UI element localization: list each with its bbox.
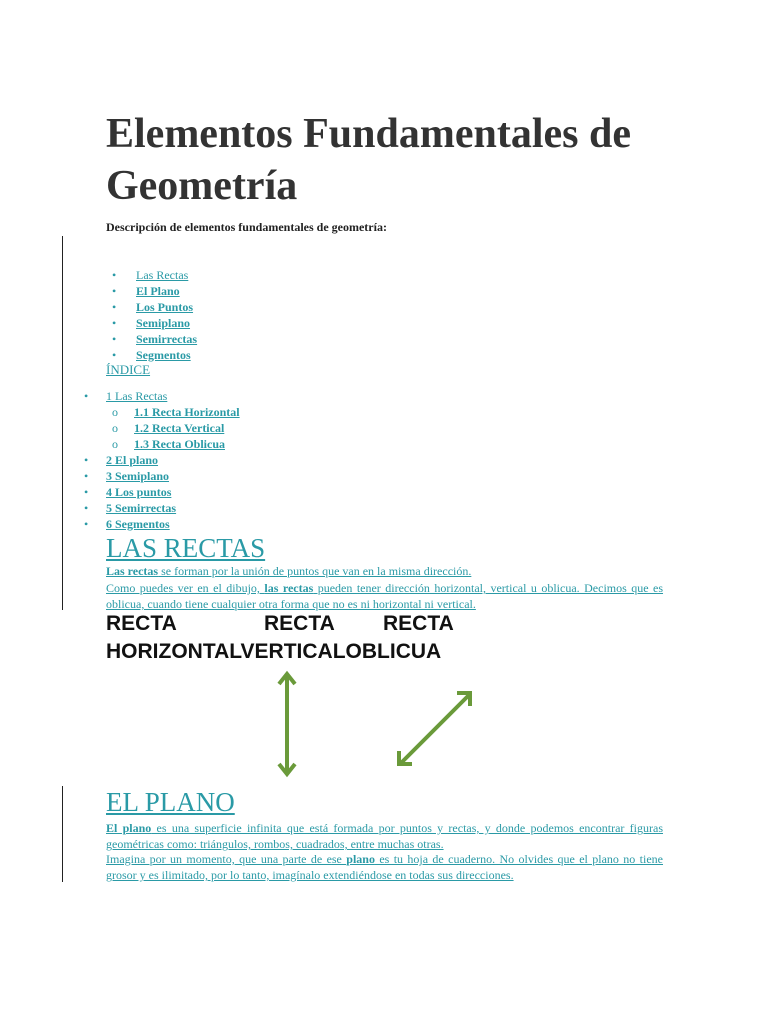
description-text: Descripción de elementos fundamentales de geometría: bbox=[106, 220, 387, 234]
page-title-line1: Elementos Fundamentales de bbox=[106, 111, 631, 157]
bullet: • bbox=[112, 300, 117, 314]
rectas-paragraph-2 bbox=[106, 580, 663, 612]
bullet: o bbox=[112, 437, 118, 451]
toc-link-recta-horizontal[interactable]: 1.1 Recta Horizontal bbox=[134, 405, 240, 419]
bullet: • bbox=[112, 284, 117, 298]
plano-paragraph-1 bbox=[106, 820, 663, 852]
list-item[interactable] bbox=[106, 283, 197, 299]
bullet: • bbox=[84, 485, 89, 499]
index-heading[interactable] bbox=[106, 362, 150, 378]
toc-subitem[interactable] bbox=[84, 420, 240, 436]
rectas-text: Como puedes ver en el dibujo, bbox=[106, 581, 265, 595]
toc-item[interactable] bbox=[84, 516, 240, 532]
toc-link-los-puntos[interactable]: 4 Los puntos bbox=[106, 485, 172, 499]
page-title bbox=[106, 108, 706, 212]
rectas-bold: las rectas bbox=[264, 581, 314, 595]
bullet: • bbox=[84, 453, 89, 467]
link-el-plano[interactable]: El Plano bbox=[136, 284, 180, 298]
list-item[interactable] bbox=[106, 267, 197, 283]
toc-link-las-rectas[interactable]: 1 Las Rectas bbox=[106, 389, 168, 403]
oblique-arrow-icon bbox=[390, 684, 480, 774]
bullet: o bbox=[112, 405, 118, 419]
label-recta-oblicua: RECTA bbox=[383, 612, 454, 635]
table-of-contents bbox=[84, 388, 240, 532]
toc-link-recta-vertical[interactable]: 1.2 Recta Vertical bbox=[134, 421, 225, 435]
label-line-combined: HORIZONTALVERTICALOBLICUA bbox=[106, 640, 442, 663]
rectas-paragraph-1 bbox=[106, 563, 666, 579]
bullet: • bbox=[84, 469, 89, 483]
plano-text: es una superficie infinita que está formada por puntos y rectas, y donde podemos encontrar figuras geométricas como: triángulos, rombos, cuadrados, entre muchas otras. bbox=[106, 821, 663, 851]
plano-bold: El plano bbox=[106, 821, 152, 835]
toc-item[interactable] bbox=[84, 468, 240, 484]
bullet: • bbox=[112, 316, 117, 330]
bullet: • bbox=[112, 348, 117, 362]
toc-item[interactable] bbox=[84, 452, 240, 468]
bullet: • bbox=[84, 501, 89, 515]
change-bar bbox=[62, 236, 63, 610]
bullet: • bbox=[84, 517, 89, 531]
link-segmentos[interactable]: Segmentos bbox=[136, 348, 191, 362]
toc-subitem[interactable] bbox=[84, 436, 240, 452]
bullet: • bbox=[84, 389, 89, 403]
link-semirrectas[interactable]: Semirrectas bbox=[136, 332, 198, 346]
plano-text: Imagina por un momento, que una parte de ese bbox=[106, 852, 347, 866]
toc-link-el-plano[interactable]: 2 El plano bbox=[106, 453, 159, 467]
index-link[interactable]: ÍNDICE bbox=[106, 362, 151, 377]
list-item[interactable] bbox=[106, 299, 197, 315]
rectas-bold: Las rectas bbox=[106, 564, 159, 578]
label-recta-vertical: RECTA bbox=[264, 612, 335, 635]
page-title-line2: Geometría bbox=[106, 163, 298, 209]
rectas-text: se forman por la unión de puntos que van en la misma dirección. bbox=[158, 564, 472, 578]
link-las-rectas[interactable]: Las Rectas bbox=[136, 268, 189, 282]
toc-link-recta-oblicua[interactable]: 1.3 Recta Oblicua bbox=[134, 437, 225, 451]
list-item[interactable] bbox=[106, 347, 197, 363]
plano-text: es tu hoja de cuaderno. No olvides que el plano no tiene grosor y es ilimitado, por lo tanto, imagínalo extendiéndose en todas sus direcciones. bbox=[106, 852, 663, 882]
list-item[interactable] bbox=[106, 315, 197, 331]
bullet: • bbox=[112, 332, 117, 346]
plano-bold: plano bbox=[346, 852, 375, 866]
toc-link-semirrectas[interactable]: 5 Semirrectas bbox=[106, 501, 177, 515]
vertical-arrow-icon bbox=[267, 668, 307, 780]
bullet: o bbox=[112, 421, 118, 435]
toc-link-semiplano[interactable]: 3 Semiplano bbox=[106, 469, 170, 483]
toc-item[interactable] bbox=[84, 484, 240, 500]
top-link-list bbox=[106, 267, 197, 363]
label-recta-horizontal: RECTA bbox=[106, 612, 177, 635]
toc-item[interactable] bbox=[84, 500, 240, 516]
section-heading-rectas: LAS RECTAS bbox=[106, 533, 266, 563]
toc-item[interactable] bbox=[84, 388, 240, 404]
section-heading-plano: EL PLANO bbox=[106, 787, 235, 817]
bullet: • bbox=[112, 268, 117, 282]
change-bar bbox=[62, 786, 63, 882]
list-item[interactable] bbox=[106, 331, 197, 347]
link-semiplano[interactable]: Semiplano bbox=[136, 316, 191, 330]
plano-paragraph-2 bbox=[106, 851, 663, 883]
toc-subitem[interactable] bbox=[84, 404, 240, 420]
toc-link-segmentos[interactable]: 6 Segmentos bbox=[106, 517, 170, 531]
link-los-puntos[interactable]: Los Puntos bbox=[136, 300, 194, 314]
rectas-text: pueden tener dirección horizontal, vertical u oblicua. Decimos que es oblicua, cuando tiene cualquier otra forma que no es ni horizontal ni vertical. bbox=[106, 581, 664, 611]
